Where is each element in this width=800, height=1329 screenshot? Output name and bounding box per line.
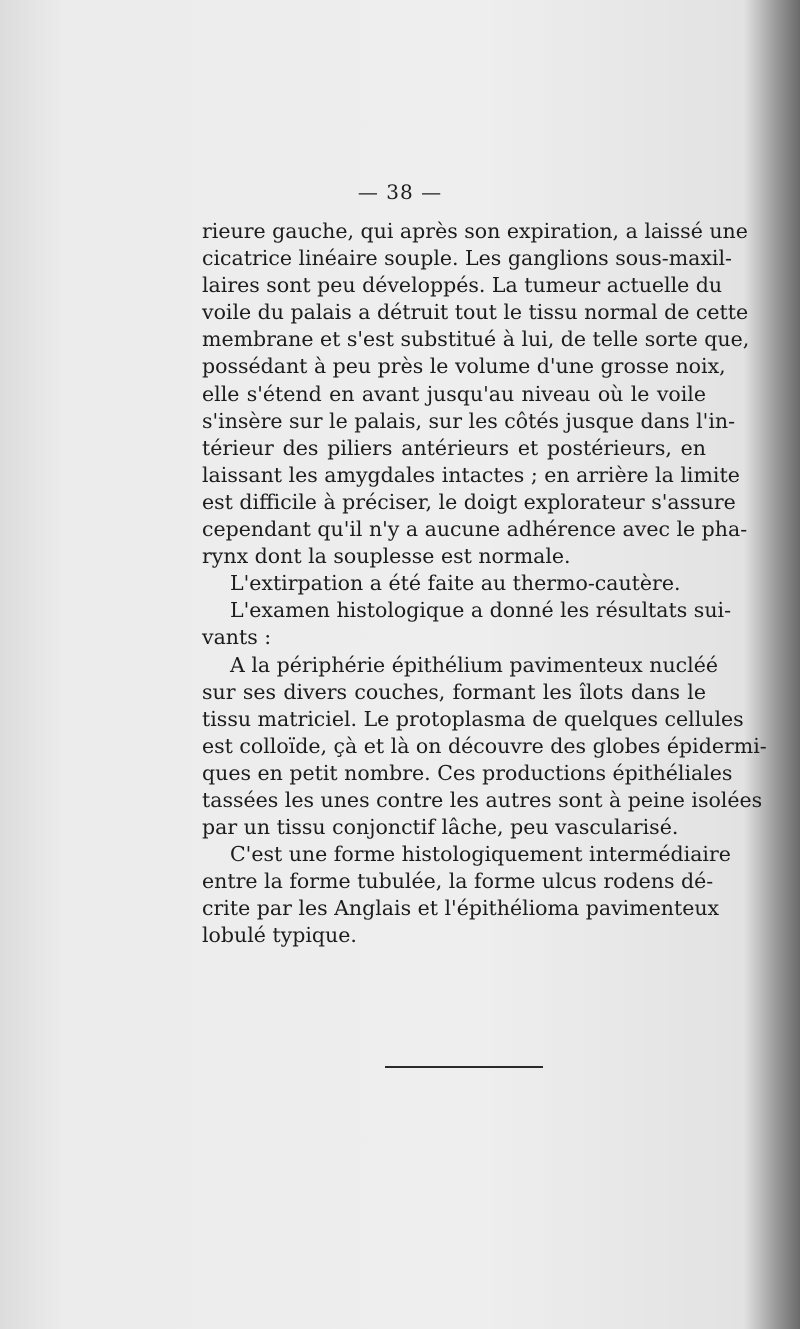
- text-line: est colloïde, çà et là on découvre des globes épidermi-: [202, 733, 767, 758]
- text-line: crite par les Anglais et l'épithélioma pavimenteux: [202, 896, 720, 921]
- text-line: possédant à peu près le volume d'une grosse noix,: [202, 354, 726, 379]
- paragraph: [202, 570, 706, 597]
- page-number: — 38 —: [357, 180, 443, 204]
- text-line: A la périphérie épithélium pavimenteux nucléé: [230, 652, 718, 677]
- text-line: elle s'étend en avant jusqu'au niveau où le voile: [202, 381, 706, 406]
- text-line: tassées les unes contre les autres sont à peine isolées: [202, 787, 763, 812]
- paragraph: [202, 652, 767, 842]
- paragraph: [202, 218, 750, 570]
- text-line: laissant les amygdales intactes ; en arrière la limite: [202, 462, 740, 487]
- text-line: ques en petit nombre. Ces productions épithéliales: [202, 760, 733, 785]
- text-line: vants :: [202, 625, 272, 650]
- text-line: laires sont peu développés. La tumeur actuelle du: [202, 273, 723, 298]
- section-divider-rule: [385, 1066, 543, 1068]
- text-line: rynx dont la souplesse est normale.: [202, 544, 571, 569]
- text-line: cicatrice linéaire souple. Les ganglions sous-maxil-: [202, 246, 732, 271]
- text-line: lobulé typique.: [202, 923, 357, 948]
- text-line: voile du palais a détruit tout le tissu normal de cette: [202, 300, 749, 325]
- paragraph: [202, 841, 731, 949]
- body-text: [202, 218, 767, 950]
- text-line: L'examen histologique a donné les résultats sui-: [230, 598, 731, 623]
- paragraph: [202, 597, 731, 651]
- text-line: par un tissu conjonctif lâche, peu vascularisé.: [202, 815, 679, 840]
- text-line: térieur des piliers antérieurs et postérieurs, en: [202, 435, 706, 460]
- text-line: sur ses divers couches, formant les îlots dans le: [202, 679, 706, 704]
- text-line: est difficile à préciser, le doigt explorateur s'assure: [202, 489, 736, 514]
- text-line: entre la forme tubulée, la forme ulcus rodens dé-: [202, 869, 714, 894]
- text-line: rieure gauche, qui après son expiration, a laissé une: [202, 219, 748, 243]
- text-line: C'est une forme histologiquement intermédiaire: [230, 842, 731, 867]
- text-line: cependant qu'il n'y a aucune adhérence avec le pha-: [202, 517, 748, 542]
- text-line: s'insère sur le palais, sur les côtés jusque dans l'in-: [202, 408, 735, 433]
- text-line: L'extirpation a été faite au thermo-cautère.: [230, 571, 681, 596]
- text-line: tissu matriciel. Le protoplasma de quelques cellules: [202, 706, 744, 731]
- text-line: membrane et s'est substitué à lui, de telle sorte que,: [202, 327, 750, 352]
